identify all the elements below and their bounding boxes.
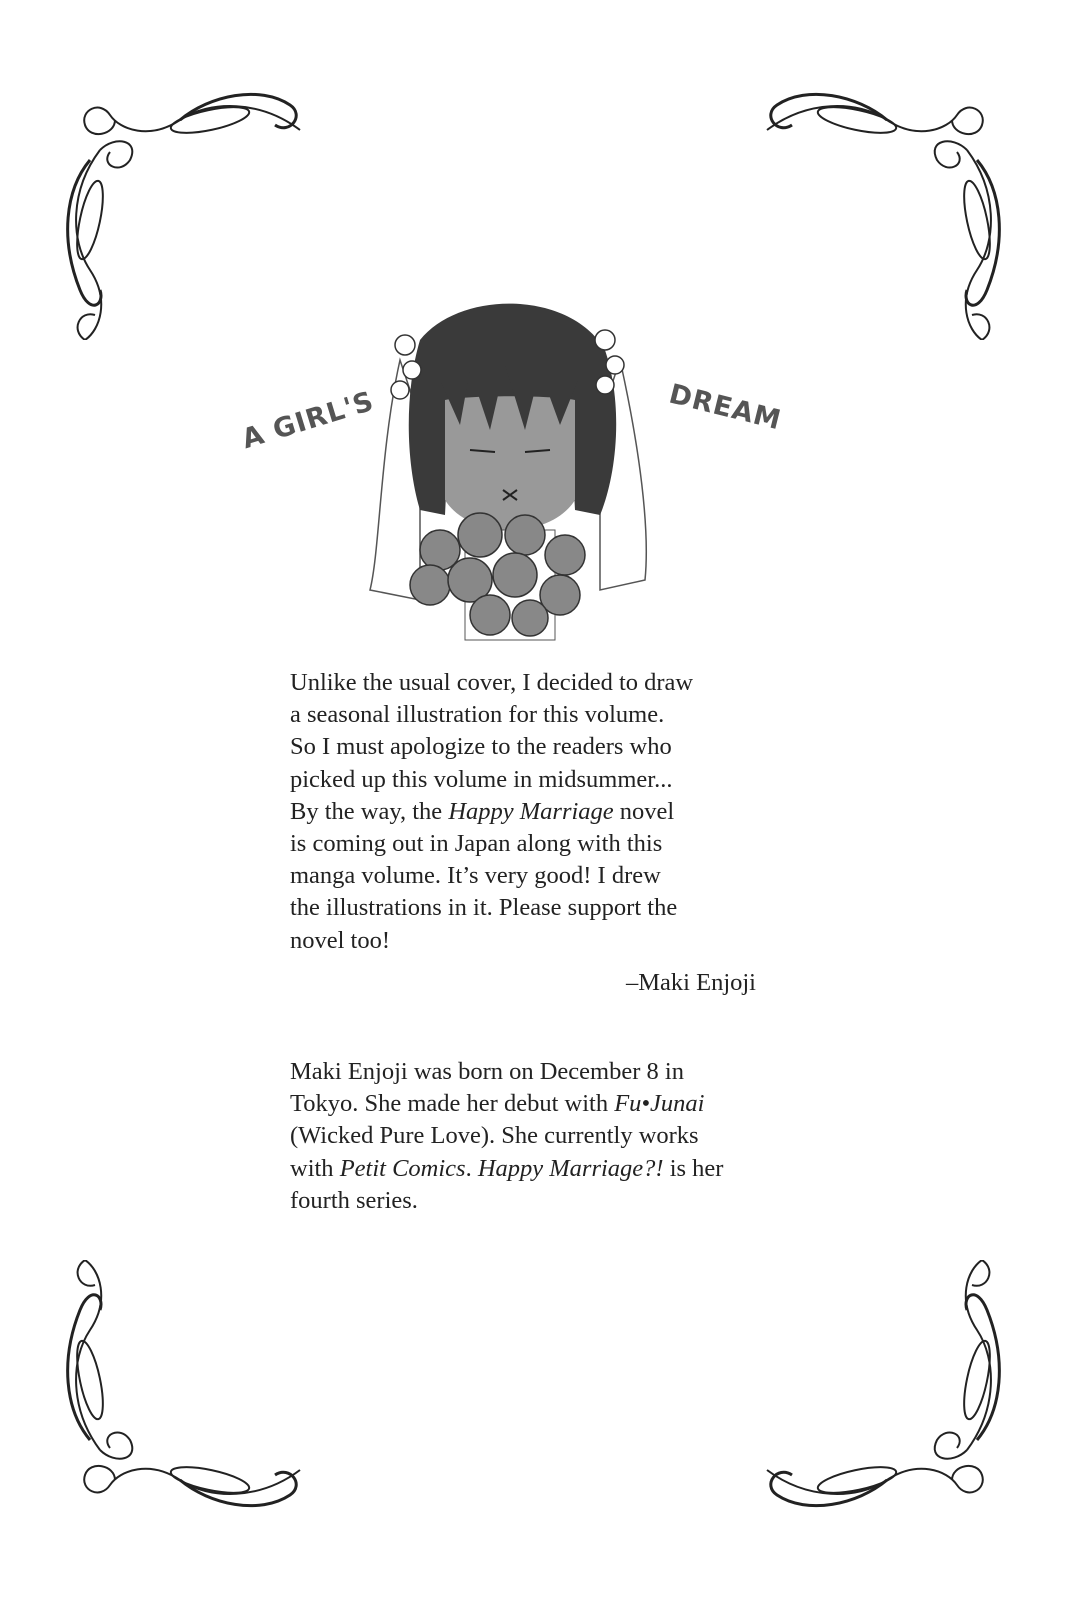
note-line — [290, 731, 756, 763]
text-segment: picked up this volume in midsummer... — [290, 765, 673, 793]
text-segment: novel — [613, 797, 675, 825]
text-segment: So I must apologize to the readers who — [290, 733, 672, 761]
corner-flourish-bottom-right — [757, 1260, 1007, 1510]
note-line — [290, 667, 756, 699]
bio-line — [290, 1056, 723, 1088]
corner-flourish-bottom-left — [60, 1260, 310, 1510]
text-segment: novel too! — [290, 926, 391, 954]
note-line — [290, 925, 756, 957]
text-segment: fourth series. — [290, 1186, 418, 1214]
bio-line — [290, 1088, 723, 1120]
text-segment: Tokyo. She made her debut with — [290, 1090, 615, 1118]
note-line — [290, 860, 756, 892]
author-bio — [290, 1056, 723, 1217]
corner-flourish-top-left — [60, 90, 310, 340]
bio-line — [290, 1120, 723, 1152]
title-italic: Happy Marriage?! — [477, 1154, 664, 1182]
note-line — [290, 892, 756, 924]
illustration-title-right: DREAM — [665, 378, 785, 437]
text-segment: . — [465, 1154, 478, 1182]
text-segment: is coming out in Japan along with this — [290, 830, 663, 858]
text-segment: with — [290, 1154, 340, 1182]
text-segment: By the way, the — [290, 797, 449, 825]
bio-line — [290, 1185, 723, 1217]
text-segment: manga volume. It’s very good! I drew — [290, 862, 661, 890]
text-segment: Maki Enjoji was born on December 8 in — [290, 1058, 684, 1085]
text-segment: is her — [663, 1154, 724, 1182]
author-note — [290, 667, 756, 999]
text-segment: Unlike the usual cover, I decided to draw — [290, 669, 694, 696]
illustration-title-left: A GIRL'S — [238, 385, 378, 456]
note-line — [290, 699, 756, 731]
text-segment: a seasonal illustration for this volume. — [290, 701, 665, 729]
title-italic: Petit Comics — [339, 1154, 466, 1182]
bride-illustration — [360, 300, 660, 660]
text-segment: the illustrations in it. Please support the — [290, 894, 678, 922]
note-line — [290, 828, 756, 860]
title-italic: Happy Marriage — [448, 797, 614, 825]
note-line — [290, 764, 756, 796]
title-italic: Fu•Junai — [614, 1090, 705, 1118]
note-line — [290, 796, 756, 828]
text-segment: (Wicked Pure Love). She currently works — [290, 1122, 699, 1150]
signature: –Maki Enjoji — [626, 968, 756, 996]
bio-line — [290, 1153, 723, 1185]
corner-flourish-top-right — [757, 90, 1007, 340]
